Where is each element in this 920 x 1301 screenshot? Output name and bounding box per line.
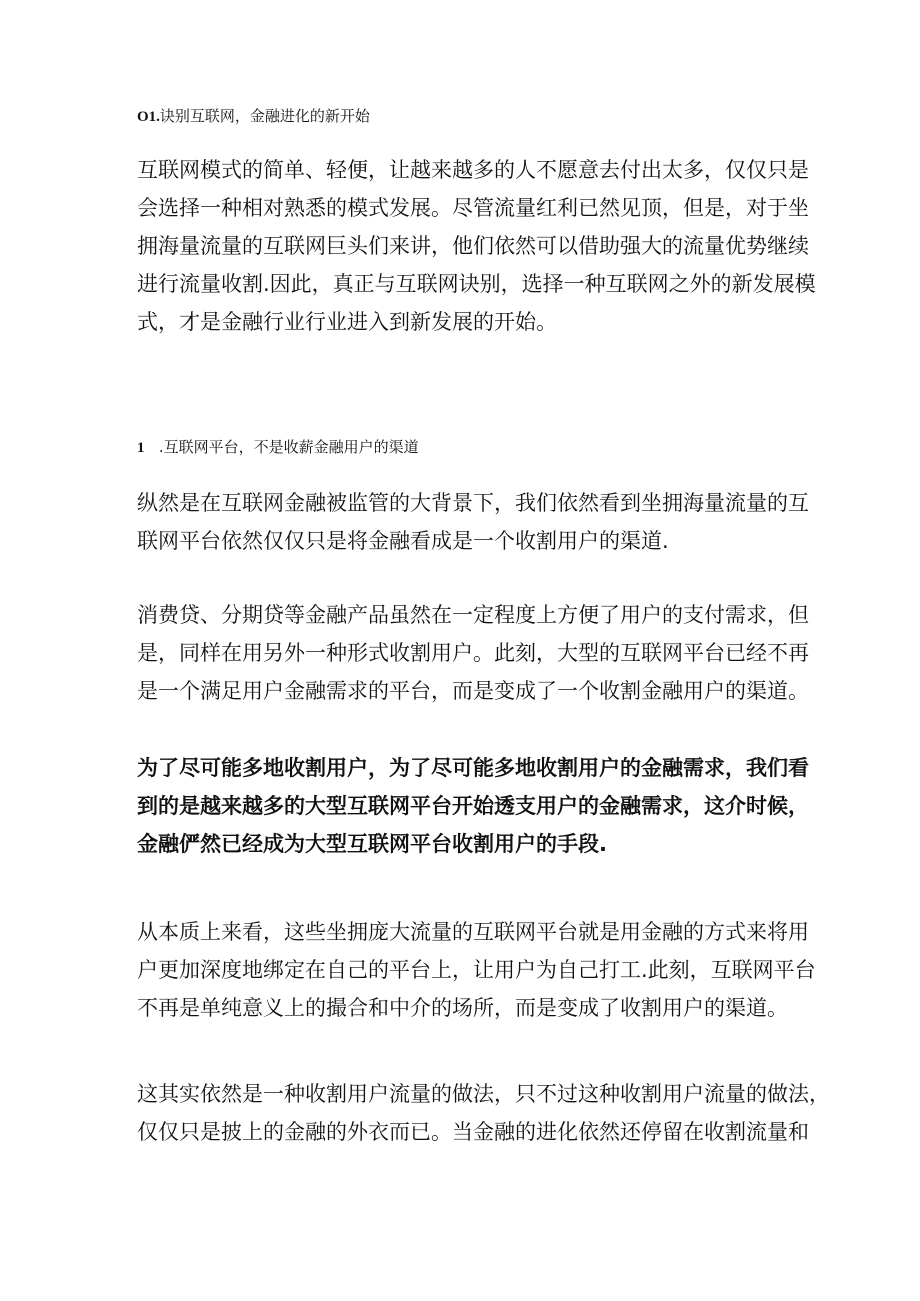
paragraph-2: [137, 484, 809, 560]
paragraph-line: 仅仅只是披上的金融的外衣而已。当金融的进化依然还停留在收割流量和: [137, 1120, 809, 1144]
paragraph-line: 从本质上来看，这些坐拥庞大流量的互联网平台就是用金融的方式来将用: [137, 920, 809, 944]
paragraph-line: 是，同样在用另外一种形式收割用户。此刻，大型的互联网平台已经不再: [137, 641, 809, 665]
paragraph-4-bold: [137, 749, 809, 863]
paragraph-6: [137, 1075, 830, 1151]
paragraph-line: 是一个满足用户金融需求的平台，而是变成了一个收割金融用户的渠道。: [137, 679, 809, 703]
paragraph-line: 户更加深度地绑定在自己的平台上，让用户为自己打工.此刻，互联网平台: [137, 958, 816, 982]
paragraph-3: [137, 596, 809, 710]
paragraph-line: 互联网模式的简单、轻便，让越来越多的人不愿意去付出太多，仅仅只是: [137, 158, 809, 182]
paragraph-line: 金融俨然已经成为大型互联网平台收割用户的手段.: [137, 832, 607, 856]
section-heading-2: [137, 437, 419, 458]
paragraph-line: 这其实依然是一种收割用户流量的做法，只不过这种收割用户流量的做法，: [137, 1082, 830, 1106]
paragraph-1: [137, 151, 816, 341]
section-number: O1.: [137, 109, 160, 125]
paragraph-line: 纵然是在互联网金融被监管的大背景下，我们依然看到坐拥海量流量的互: [137, 491, 809, 515]
paragraph-line: 式，才是金融行业行业进入到新发展的开始。: [137, 310, 557, 334]
paragraph-line: 拥海量流量的互联网巨头们来讲，他们依然可以借助强大的流量优势继续: [137, 234, 809, 258]
section-number: 1: [137, 440, 145, 456]
paragraph-line: 为了尽可能多地收割用户，为了尽可能多地收割用户的金融需求，我们看: [137, 756, 809, 780]
paragraph-5: [137, 913, 816, 1027]
paragraph-line: 消费贷、分期贷等金融产品虽然在一定程度上方便了用户的支付需求，但: [137, 603, 809, 627]
paragraph-line: 会选择一种相对熟悉的模式发展。尽管流量红利已然见顶，但是，对于坐: [137, 196, 809, 220]
paragraph-line: 联网平台依然仅仅只是将金融看成是一个收割用户的渠道.: [137, 529, 669, 553]
paragraph-line: 不再是单纯意义上的撮合和中介的场所，而是变成了收割用户的渠道。: [137, 996, 788, 1020]
section-title: .互联网平台，不是收薪金融用户的渠道: [158, 438, 419, 456]
paragraph-line: 进行流量收割.因此，真正与互联网诀别，选择一种互联网之外的新发展模: [137, 272, 816, 296]
section-title: 诀别互联网，金融进化的新开始: [159, 107, 370, 125]
paragraph-line: 到的是越来越多的大型互联网平台开始透支用户的金融需求，这介时候，: [137, 794, 809, 818]
section-heading-1: [137, 106, 370, 127]
